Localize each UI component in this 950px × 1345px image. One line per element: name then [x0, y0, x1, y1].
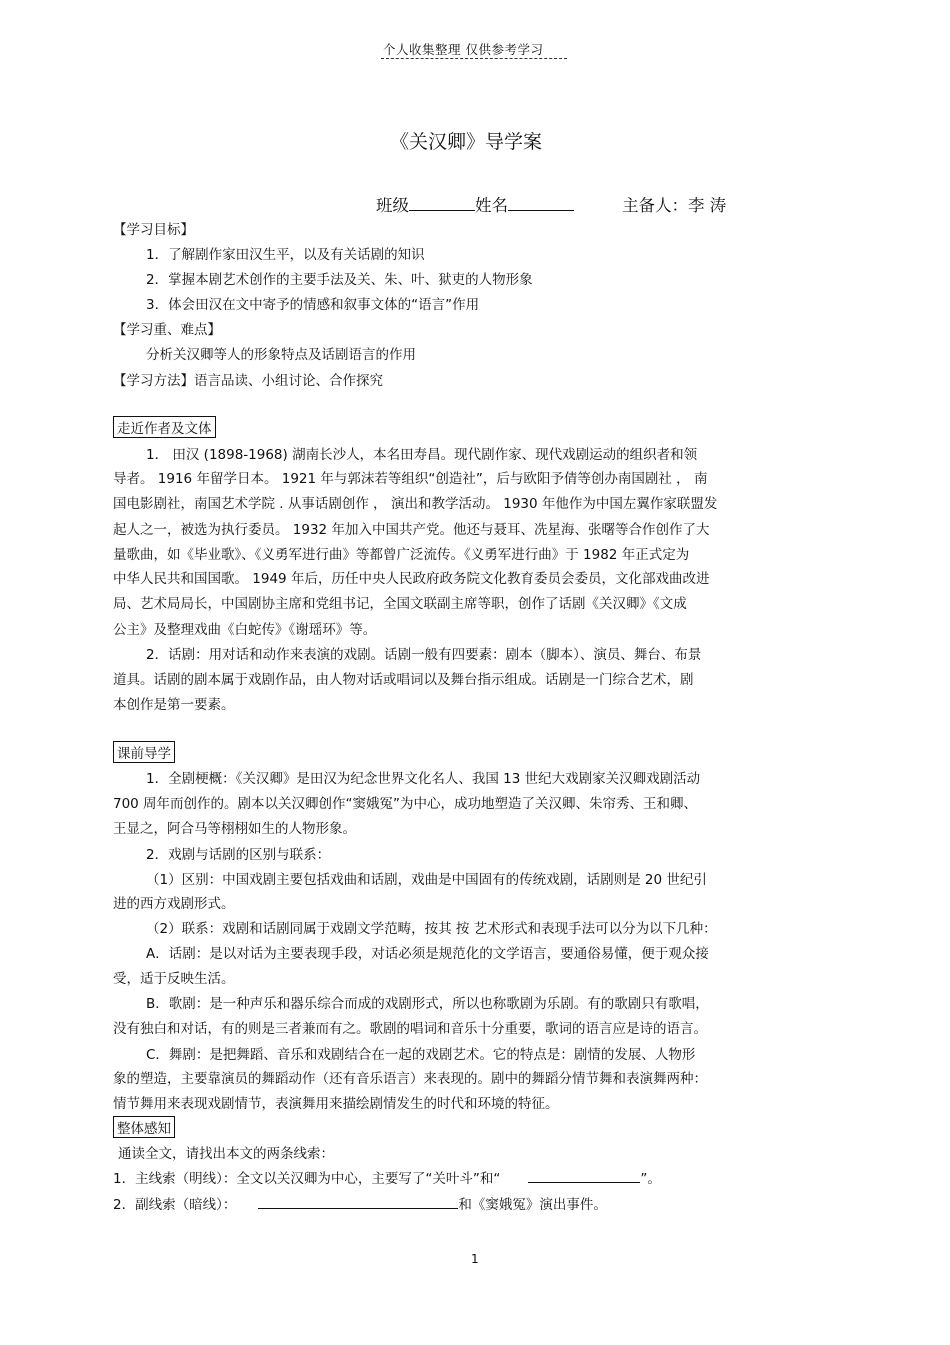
paragraph-line: 通读全文，请找出本文的两条线索：: [118, 1146, 334, 1162]
paragraph-line: 受，适于反映生活。: [113, 971, 235, 987]
clue-sub-text: 2．副线索（暗线）：: [113, 1197, 237, 1213]
paragraph-line: 国电影剧社，南国艺术学院 . 从事话剧创作 ， 演出和教学活动。 1930 年他作为中国左翼作家联盟发: [113, 496, 718, 512]
name-blank: [508, 196, 574, 211]
name-label: 姓名: [475, 196, 508, 215]
preparer: 主备人：李 涛: [622, 196, 727, 215]
keypoints-text: 分析关汉卿等人的形象特点及话剧语言的作用: [146, 347, 416, 363]
paragraph-line: 中华人民共和国国歌。 1949 年后，历任中央人民政府政务院文化教育委员会委员，文化部戏曲改进: [113, 571, 710, 587]
section-heading-author: 走近作者及文体: [113, 416, 216, 438]
paragraph-line: 局、艺术局局长，中国剧协主席和党组书记，全国文联副主席等职，创作了话剧《关汉卿》《文成: [113, 596, 687, 612]
clue-line-main: [113, 1167, 661, 1187]
main-clue-answer-blank[interactable]: [528, 1168, 640, 1183]
clue-main-text: 1．主线索（明线）：全文以关汉卿为中心，主要写了“关叶斗”和“: [113, 1171, 501, 1187]
paragraph-line: 1．全剧梗概：《关汉卿》是田汉为纪念世界文化名人、我国 13 世纪大戏剧家关汉卿戏剧活动: [146, 771, 701, 787]
section-heading-keypoints: 【学习重、难点】: [113, 322, 221, 338]
paragraph-line: 导者。 1916 年留学日本。 1921 年与郭沫若等组织“创造社”，后与欧阳予倩等创办南国剧社 ， 南: [113, 471, 708, 487]
paragraph-line: 公主》及整理戏曲《白蛇传》《谢瑶环》等。: [113, 622, 377, 638]
clue-main-end: ”。: [640, 1171, 661, 1187]
paragraph-line: 象的塑造，主要靠演员的舞蹈动作（还有音乐语言）来表现的。剧中的舞蹈分情节舞和表演舞两种：: [113, 1071, 707, 1087]
header-divider: [381, 58, 567, 59]
section-heading-methods: 【学习方法】语言品读、小组讨论、合作探究: [113, 373, 383, 389]
goal-item: 1．了解剧作家田汉生平，以及有关话剧的知识: [146, 247, 425, 263]
section-heading-preview: 课前导学: [113, 741, 175, 763]
paragraph-line: A．话剧：是以对话为主要表现手段，对话必须是规范化的文学语言，要通俗易懂，便于观众接: [146, 946, 709, 962]
goal-item: 3．体会田汉在文中寄予的情感和叙事文体的“语言”作用: [146, 297, 480, 313]
paragraph-line: （1）区别：中国戏剧主要包括戏曲和话剧，戏曲是中国固有的传统戏剧，话剧则是 20 世纪引: [146, 872, 707, 888]
section-heading-goals: 【学习目标】: [113, 222, 194, 238]
paragraph-line: 王显之，阿合马等栩栩如生的人物形象。: [113, 821, 356, 837]
paragraph-line: 1． 田汉 (1898-1968) 湖南长沙人，本名田寿昌。现代剧作家、现代戏剧运动的组织者和领: [146, 447, 698, 463]
paragraph-line: 2．话剧：用对话和动作来表演的戏剧。话剧一般有四要素：剧本（脚本）、演员、舞台、布景: [146, 647, 702, 663]
paragraph-line: 进的西方戏剧形式。: [113, 896, 235, 912]
header-note: 个人收集整理 仅供参考学习: [383, 42, 544, 57]
goal-item: 2．掌握本剧艺术创作的主要手法及关、朱、叶、狱吏的人物形象: [146, 272, 533, 288]
paragraph-line: 道具。话剧的剧本属于戏剧作品，由人物对话或唱词以及舞台指示组成。话剧是一门综合艺术，剧: [113, 672, 694, 688]
paragraph-line: 情节舞用来表现戏剧情节，表演舞用来描绘剧情发生的时代和环境的特征。: [113, 1096, 559, 1112]
paragraph-line: 2．戏剧与话剧的区别与联系：: [146, 847, 331, 863]
sub-clue-answer-blank[interactable]: [258, 1194, 458, 1209]
paragraph-line: 本创作是第一要素。: [113, 697, 235, 713]
clue-line-sub: [113, 1193, 607, 1213]
paragraph-line: 量歌曲，如《毕业歌》、《义勇军进行曲》等都曾广泛流传。《义勇军进行曲》于 1982 年正式定为: [113, 547, 690, 563]
section-heading-overview: 整体感知: [113, 1116, 175, 1138]
meta-row: [376, 192, 726, 216]
clue-sub-end: 和《窦娥冤》演出事件。: [458, 1197, 607, 1213]
paragraph-line: 起人之一，被选为执行委员。 1932 年加入中国共产党。他还与聂耳、冼星海、张曙等合作创作了大: [113, 522, 710, 538]
paragraph-line: （2）联系：戏剧和话剧同属于戏剧文学范畴，按其 按 艺术形式和表现手法可以分为以下几种：: [146, 921, 717, 937]
paragraph-line: B．歌剧：是一种声乐和器乐综合而成的戏剧形式，所以也称歌剧为乐剧。有的歌剧只有歌唱，: [146, 996, 709, 1012]
class-label: 班级: [376, 196, 409, 215]
page-number: 1: [471, 1252, 479, 1266]
document-title: 《关汉卿》导学案: [390, 131, 543, 153]
class-blank: [409, 196, 475, 211]
paragraph-line: C．舞剧：是把舞蹈、音乐和戏剧结合在一起的戏剧艺术。它的特点是：剧情的发展、人物形: [146, 1047, 696, 1063]
paragraph-line: 没有独白和对话，有的则是三者兼而有之。歌剧的唱词和音乐十分重要，歌词的语言应是诗的语言。: [113, 1021, 707, 1037]
paragraph-line: 700 周年而创作的。剧本以关汉卿创作“窦娥冤”为中心，成功地塑造了关汉卿、朱帘秀、王和卿、: [113, 796, 698, 812]
